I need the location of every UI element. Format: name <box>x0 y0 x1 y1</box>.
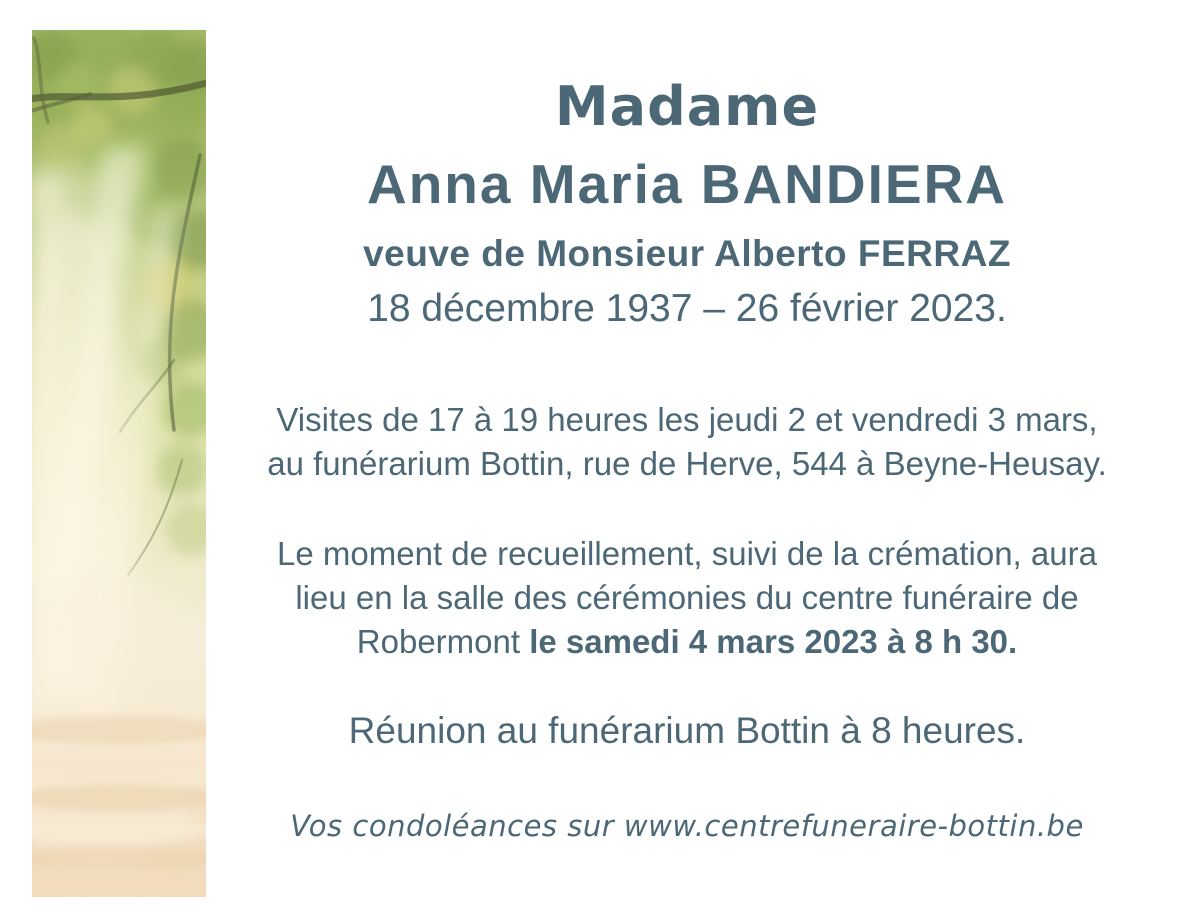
title-madame: Madame <box>554 75 820 138</box>
forest-photo-illustration <box>32 30 206 897</box>
reunion-line: Réunion au funérarium Bottin à 8 heures. <box>348 710 1026 751</box>
life-dates-line: 18 décembre 1937 – 26 février 2023. <box>367 287 1007 330</box>
ceremony-line-1: Le moment de recueillement, suivi de la crémation, aura <box>277 535 1097 572</box>
ceremony-line-3-regular: Robermont <box>356 623 530 660</box>
ceremony-date-time-bold: le samedi 4 mars 2023 à 8 h 30. <box>529 623 1018 660</box>
forest-path-photo <box>32 30 206 897</box>
widow-relation-line: veuve de Monsieur Alberto FERRAZ <box>363 233 1011 274</box>
ceremony-paragraph <box>206 532 1168 664</box>
visits-line-2: au funérarium Bottin, rue de Herve, 544 à Beyne-Heusay. <box>267 445 1107 482</box>
announcement-text <box>206 0 1168 918</box>
deceased-name: Anna Maria BANDIERA <box>366 153 1008 215</box>
visits-paragraph <box>206 398 1168 486</box>
visits-line-1: Visites de 17 à 19 heures les jeudi 2 et vendredi 3 mars, <box>276 401 1098 438</box>
condolences-line: Vos condoléances sur www.centrefuneraire-bottin.be <box>290 809 1084 843</box>
ceremony-line-2: lieu en la salle des cérémonies du centre funéraire de <box>295 579 1079 616</box>
ceremony-line-3 <box>206 620 1168 664</box>
